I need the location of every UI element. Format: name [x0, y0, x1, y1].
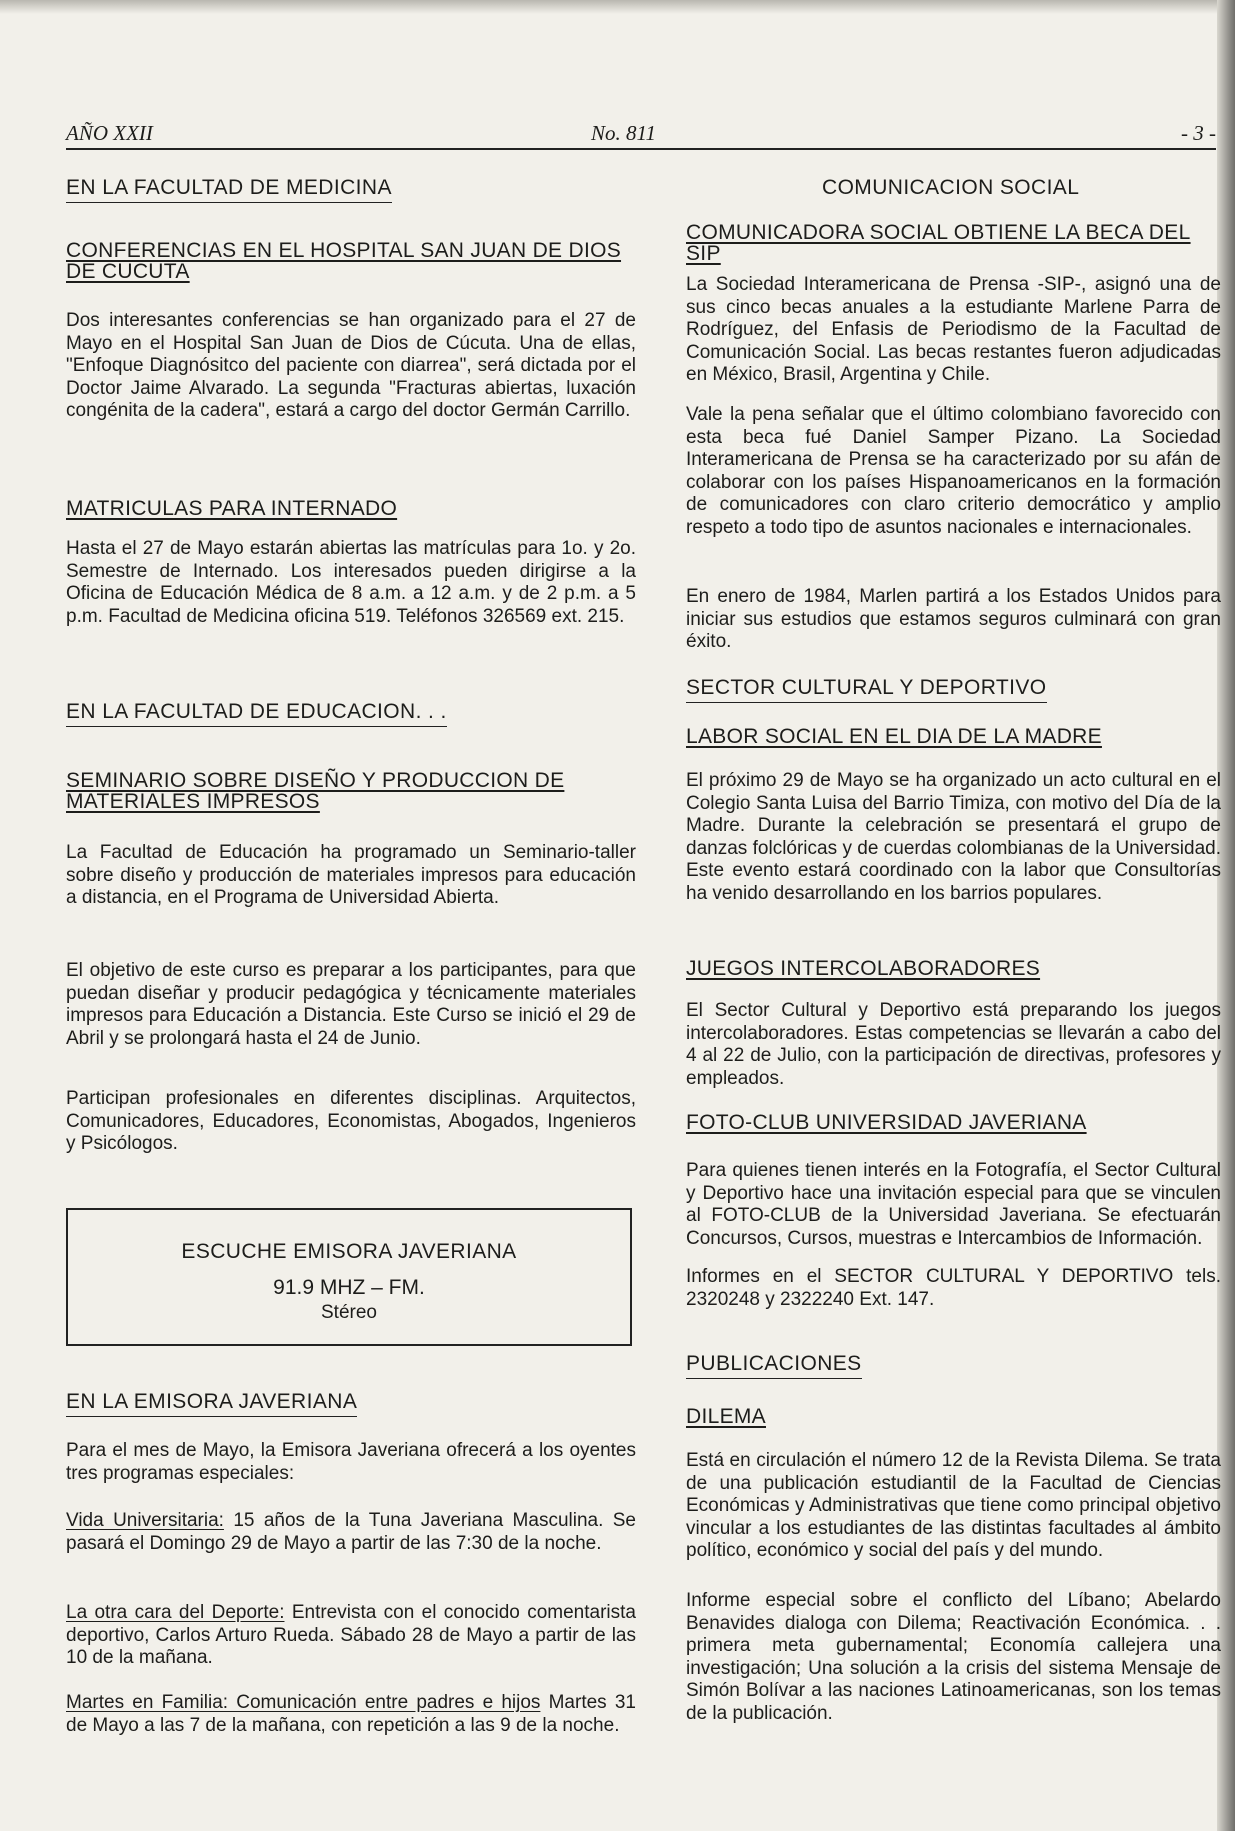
header-number: No. 811 — [591, 121, 656, 145]
section-title-educacion: EN LA FACULTAD DE EDUCACION. . . — [66, 700, 447, 727]
body-dilema-p2: Informe especial sobre el conflicto del Líbano; Abelardo Benavides dialoga con Dilema; Reactivación Económica. . . primera meta gubernamental; Economía callejera una investigación; Una solución a la crisis del sistema Mensaje de Simón Bolívar a las naciones Latinoamericanas, son los temas de la publicación. — [686, 1590, 1221, 1724]
body-dilema-p1: Está en circulación el número 12 de la Revista Dilema. Se trata de una publicación estudiantil de la Facultad de Ciencias Económicas y Administrativas que tiene como principal objetivo vincular a los estudiantes de las distintas facultades al ámbito político, económico y social del país y del mundo. — [686, 1450, 1221, 1562]
heading-juegos: JUEGOS INTERCOLABORADORES — [686, 957, 1041, 980]
program-text: Martes 31 de Mayo a las 7 de la mañana, con repetición a las 9 de la noche. — [66, 1692, 636, 1736]
section-title-medicina: EN LA FACULTAD DE MEDICINA — [66, 176, 392, 203]
heading-dia-madre: LABOR SOCIAL EN EL DIA DE LA MADRE — [686, 725, 1102, 748]
program-label: Martes en Familia: Comunicación entre padres e hijos — [66, 1692, 541, 1713]
body-beca-p1: La Sociedad Interamericana de Prensa -SIP-, asignó una de sus cinco becas anuales a la estudiante Marlene Parra de Rodríguez, del Enfasis de Periodismo de la Facultad de Comunicación Social. Las becas restantes fueron adjudicadas en México, Brasil, Argentina y Chile. — [686, 274, 1221, 386]
section-title-cultural: SECTOR CULTURAL Y DEPORTIVO — [686, 676, 1047, 703]
body-dia-madre: El próximo 29 de Mayo se ha organizado un acto cultural en el Colegio Santa Luisa del Barrio Timiza, con motivo del Día de la Madre. Durante la celebración se presentará el grupo de danzas folclóricas y de cuerdas colombianas de la Universidad. Este evento estará coordinado con la labor que Consultorías ha venido desarrollando en los barrios populares. — [686, 770, 1221, 904]
section-title-emisora: EN LA EMISORA JAVERIANA — [66, 1390, 357, 1417]
heading-foto-club: FOTO-CLUB UNIVERSIDAD JAVERIANA — [686, 1111, 1087, 1134]
body-emisora-intro: Para el mes de Mayo, la Emisora Javeriana ofrecerá a los oyentes tres programas especiales: — [66, 1440, 636, 1484]
body-seminario-p1: La Facultad de Educación ha programado un Seminario-taller sobre diseño y producción de materiales impresos para educación a distancia, en el Programa de Universidad Abierta. — [66, 842, 636, 909]
body-foto-club: Para quienes tienen interés en la Fotografía, el Sector Cultural y Deportivo hace una invitación especial para que se vinculen al FOTO-CLUB de la Universidad Javeriana. Se efectuarán Concursos, Cursos, muestras e Intercambios de Información. — [686, 1160, 1221, 1249]
header-page-number: - 3 - — [1181, 121, 1216, 145]
box-stereo: Stéreo — [321, 1302, 377, 1323]
program-martes-familia — [66, 1692, 636, 1737]
emisora-box — [66, 1208, 632, 1346]
box-frequency: 91.9 MHZ – FM. — [273, 1276, 425, 1299]
body-informes: Informes en el SECTOR CULTURAL Y DEPORTIVO tels. 2320248 y 2322240 Ext. 147. — [686, 1266, 1221, 1310]
heading-dilema: DILEMA — [686, 1405, 766, 1428]
page-header — [66, 122, 1216, 150]
heading-matriculas: MATRICULAS PARA INTERNADO — [66, 497, 398, 520]
program-text: 15 años de la Tuna Javeriana Masculina. Se pasará el Domingo 29 de Mayo a partir de las 7:30 de la noche. — [66, 1510, 636, 1554]
heading-conferencias: CONFERENCIAS EN EL HOSPITAL SAN JUAN DE DIOS DE CUCUTA — [66, 239, 622, 283]
body-juegos: El Sector Cultural y Deportivo está preparando los juegos intercolaboradores. Estas competencias se llevarán a cabo del 4 al 22 de Julio, con la participación de directivas, profesores y empleados. — [686, 1000, 1221, 1089]
body-beca-p3: En enero de 1984, Marlen partirá a los Estados Unidos para iniciar sus estudios que estamos seguros culminará con gran éxito. — [686, 586, 1221, 653]
program-otra-cara-deporte — [66, 1602, 636, 1670]
body-matriculas: Hasta el 27 de Mayo estarán abiertas las matrículas para 1o. y 2o. Semestre de Internado. Los interesados pueden dirigirse a la Oficina de Educación Médica de 8 a.m. a 12 a.m. y de 2 p.m. a 5 p.m. Facultad de Medicina oficina 519. Teléfonos 326569 ext. 215. — [66, 538, 636, 627]
heading-seminario: SEMINARIO SOBRE DISEÑO Y PRODUCCION DE MATERIALES IMPRESOS — [66, 769, 565, 813]
program-vida-universitaria — [66, 1510, 636, 1555]
program-label: Vida Universitaria: — [66, 1510, 224, 1531]
body-seminario-p3: Participan profesionales en diferentes disciplinas. Arquitectos, Comunicadores, Educadores, Economistas, Abogados, Ingenieros y Psicólogos. — [66, 1088, 636, 1155]
scan-top-shadow — [0, 0, 1235, 14]
heading-beca-sip: COMUNICADORA SOCIAL OBTIENE LA BECA DEL SIP — [686, 221, 1191, 265]
body-seminario-p2: El objetivo de este curso es preparar a los participantes, para que puedan diseñar y producir pedagógica y técnicamente materiales impresos para Educación a Distancia. Este Curso se inició el 29 de Abril y se prolongará hasta el 24 de Junio. — [66, 960, 636, 1049]
body-beca-p2: Vale la pena señalar que el último colombiano favorecido con esta beca fué Daniel Samper Pizano. La Sociedad Interamericana de Prensa se ha caracterizado por su afán de colaborar con los países Hispanoamericanos en la formación de comunicadores con claro criterio democrático y amplio respeto a todo tipo de asuntos nacionales e internacionales. — [686, 404, 1221, 538]
header-year: AÑO XXII — [66, 121, 153, 145]
body-conferencias: Dos interesantes conferencias se han organizado para el 27 de Mayo en el Hospital San Juan de Dios de Cúcuta. Una de ellas, "Enfoque Diagnósitco del paciente con diarrea", será dictada por el Doctor Jaime Alvarado. La segunda "Fracturas abiertas, luxación congénita de la cadera", estará a cargo del doctor Germán Carrillo. — [66, 310, 636, 422]
section-title-comunicacion: COMUNICACION SOCIAL — [822, 176, 1080, 199]
section-title-publicaciones: PUBLICACIONES — [686, 1352, 862, 1379]
program-text: Entrevista con el conocido comentarista deportivo, Carlos Arturo Rueda. Sábado 28 de Mayo a partir de las 10 de la mañana. — [66, 1602, 636, 1669]
program-label: La otra cara del Deporte: — [66, 1602, 285, 1623]
box-title: ESCUCHE EMISORA JAVERIANA — [181, 1240, 517, 1263]
